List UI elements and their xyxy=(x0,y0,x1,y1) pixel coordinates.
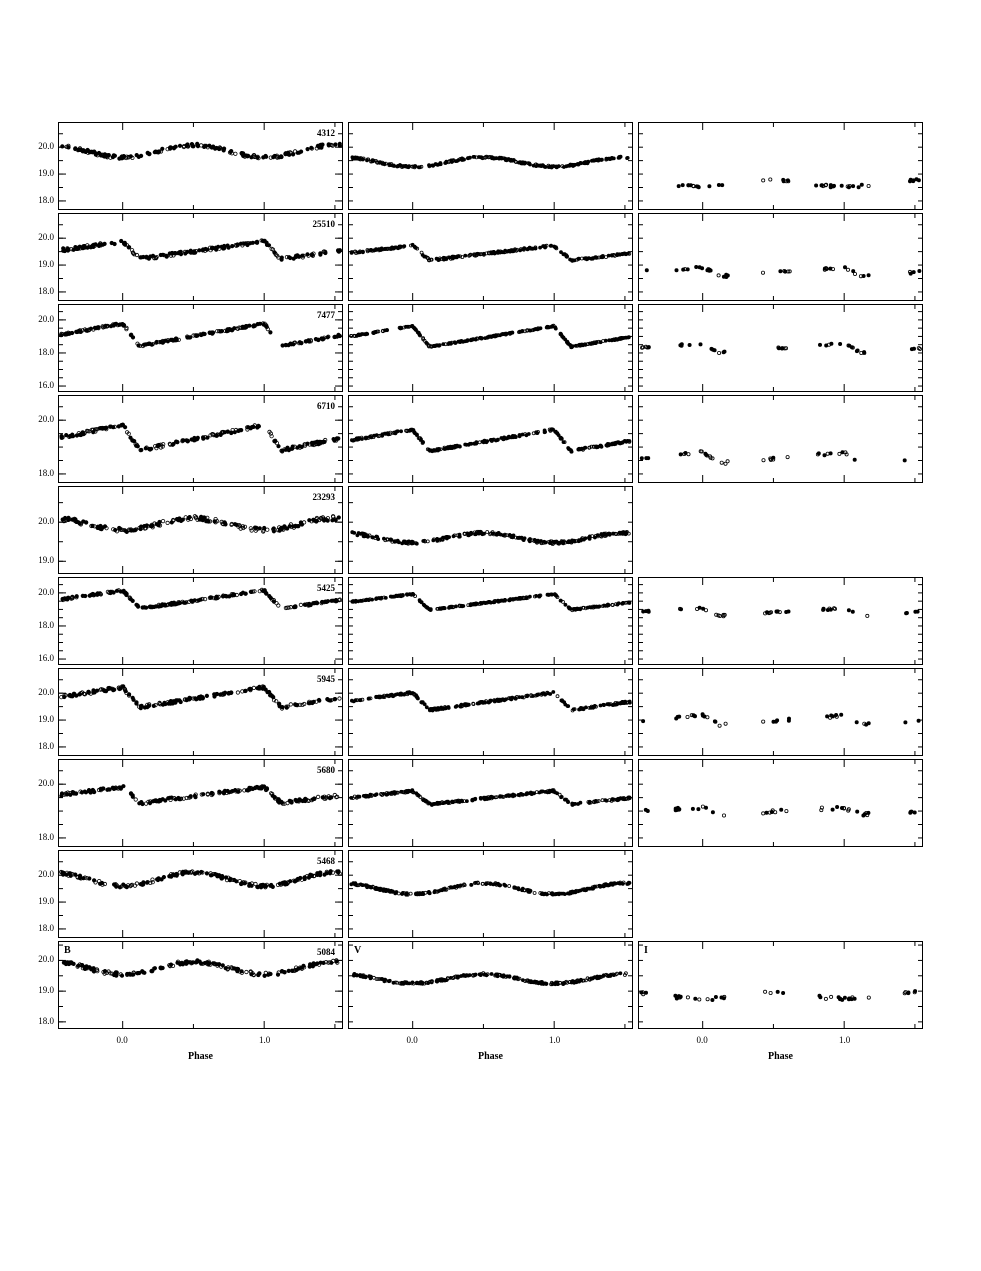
star-id-label: 5945 xyxy=(317,674,335,684)
band-label-i: I xyxy=(644,945,648,956)
x-axis-title: Phase xyxy=(478,1051,503,1062)
x-axis-title: Phase xyxy=(188,1051,213,1062)
star-id-label: 4312 xyxy=(317,128,335,138)
y-axis-tick-label: 20.0 xyxy=(38,869,54,880)
x-axis-tick-label: 0.0 xyxy=(696,1035,708,1045)
star-id-label: 5425 xyxy=(317,583,335,593)
lightcurve-panel xyxy=(638,668,923,756)
y-axis-tick-label: 19.0 xyxy=(38,168,54,179)
y-axis-tick-label: 18.0 xyxy=(38,194,54,205)
lightcurve-panel xyxy=(638,577,923,665)
y-axis-tick-label: 18.0 xyxy=(38,922,54,933)
lightcurve-panel xyxy=(348,577,633,665)
lightcurve-panel xyxy=(638,304,923,392)
y-axis-tick-label: 19.0 xyxy=(38,555,54,566)
y-axis-tick-label: 18.0 xyxy=(38,740,54,751)
y-axis-tick-label: 20.0 xyxy=(38,141,54,152)
y-axis-tick-label: 18.0 xyxy=(38,285,54,296)
y-axis-tick-label: 20.0 xyxy=(38,586,54,597)
star-id-label: 7477 xyxy=(317,310,335,320)
y-axis-tick-label: 20.0 xyxy=(38,414,54,425)
lightcurve-panel xyxy=(348,304,633,392)
y-axis-tick-label: 19.0 xyxy=(38,259,54,270)
lightcurve-panel xyxy=(348,395,633,483)
y-axis-tick-label: 18.0 xyxy=(38,1015,54,1026)
x-axis-tick-label: 1.0 xyxy=(259,1035,271,1045)
y-axis-tick-label: 20.0 xyxy=(38,516,54,527)
star-id-label: 5468 xyxy=(317,856,335,866)
y-axis-tick-label: 16.0 xyxy=(38,380,54,391)
y-axis-tick-label: 18.0 xyxy=(38,619,54,630)
lightcurve-panel xyxy=(348,122,633,210)
lightcurve-panel xyxy=(348,486,633,574)
lightcurve-panel xyxy=(348,850,633,938)
y-axis-tick-label: 19.0 xyxy=(38,896,54,907)
lightcurve-panel xyxy=(638,759,923,847)
x-axis-tick-label: 0.0 xyxy=(116,1035,128,1045)
y-axis-tick-label: 19.0 xyxy=(38,714,54,725)
lightcurve-panel xyxy=(348,668,633,756)
lightcurve-panel xyxy=(638,941,923,1029)
star-id-label: 6710 xyxy=(317,401,335,411)
y-axis-tick-label: 20.0 xyxy=(38,687,54,698)
x-axis-tick-label: 1.0 xyxy=(549,1035,561,1045)
y-axis-tick-label: 20.0 xyxy=(38,778,54,789)
lightcurve-panel xyxy=(638,122,923,210)
y-axis-tick-label: 18.0 xyxy=(38,467,54,478)
star-id-label: 25510 xyxy=(312,219,335,229)
lightcurve-panel xyxy=(638,213,923,301)
y-axis-tick-label: 20.0 xyxy=(38,313,54,324)
y-axis-tick-label: 20.0 xyxy=(38,954,54,965)
x-axis-tick-label: 1.0 xyxy=(839,1035,851,1045)
x-axis-tick-label: 0.0 xyxy=(406,1035,418,1045)
star-id-label: 5084 xyxy=(317,947,335,957)
star-id-label: 23293 xyxy=(312,492,335,502)
y-axis-tick-label: 18.0 xyxy=(38,346,54,357)
lightcurve-panel xyxy=(348,941,633,1029)
y-axis-tick-label: 16.0 xyxy=(38,653,54,664)
lightcurve-panel xyxy=(638,395,923,483)
y-axis-tick-label: 19.0 xyxy=(38,985,54,996)
y-axis-tick-label: 20.0 xyxy=(38,232,54,243)
band-label-v: V xyxy=(354,945,362,956)
band-label-b: B xyxy=(64,945,71,956)
y-axis-tick-label: 18.0 xyxy=(38,831,54,842)
lightcurve-panel xyxy=(348,759,633,847)
x-axis-title: Phase xyxy=(768,1051,793,1062)
star-id-label: 5680 xyxy=(317,765,335,775)
lightcurve-panel xyxy=(348,213,633,301)
